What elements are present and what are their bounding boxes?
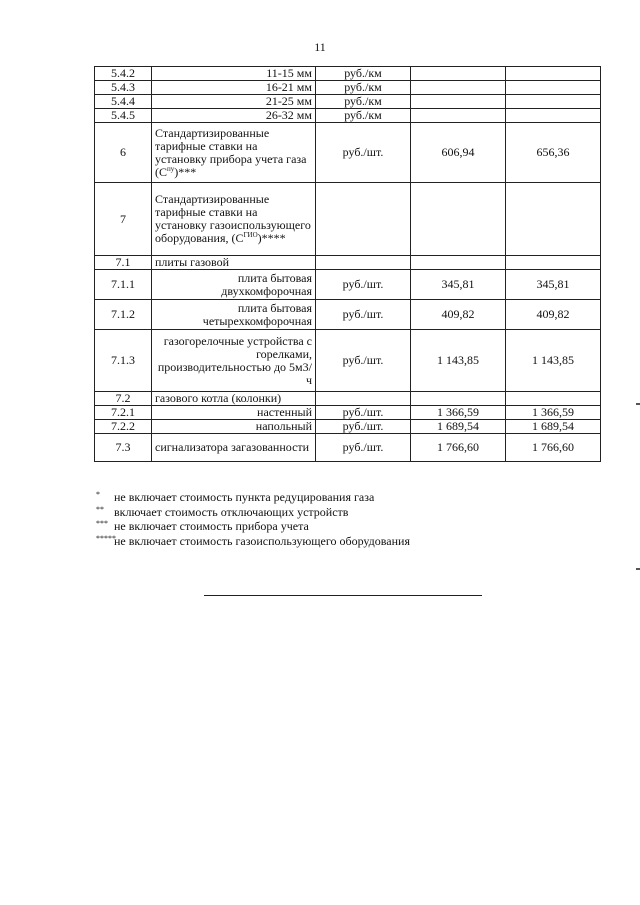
row-value-1: 1 366,59 <box>411 406 506 420</box>
row-value-1: 1 689,54 <box>411 420 506 434</box>
row-value-2: 409,82 <box>506 300 601 330</box>
row-value-1 <box>411 183 506 256</box>
row-value-2 <box>506 109 601 123</box>
row-value-2: 1 766,60 <box>506 434 601 462</box>
row-value-1: 606,94 <box>411 123 506 183</box>
row-name: настенный <box>152 406 316 420</box>
row-number: 7.2.1 <box>95 406 152 420</box>
row-value-1: 345,81 <box>411 270 506 300</box>
row-value-2 <box>506 67 601 81</box>
row-value-2 <box>506 392 601 406</box>
footnote-mark: ** <box>96 504 104 514</box>
row-name-text: Стандартизированные тарифные ставки на установку прибора учета газа (С <box>155 125 307 179</box>
row-name-suffix: )**** <box>257 231 286 245</box>
row-name: напольный <box>152 420 316 434</box>
row-unit: руб./км <box>316 67 411 81</box>
row-value-2 <box>506 95 601 109</box>
row-unit: руб./шт. <box>316 330 411 392</box>
row-unit: руб./км <box>316 95 411 109</box>
row-unit <box>316 392 411 406</box>
table-row <box>95 183 601 256</box>
row-name-text: Стандартизированные тарифные ставки на установку газоиспользующего оборудования, (С <box>155 192 311 245</box>
row-number: 7.1.2 <box>95 300 152 330</box>
table-row <box>95 81 601 95</box>
table-row <box>95 406 601 420</box>
row-number: 6 <box>95 123 152 183</box>
row-name-superscript: пу <box>167 164 175 173</box>
row-name: плита бытовая двухкомфорочная <box>152 270 316 300</box>
row-value-2 <box>506 81 601 95</box>
table-row <box>95 109 601 123</box>
row-value-2: 1 366,59 <box>506 406 601 420</box>
row-value-1 <box>411 392 506 406</box>
table-row <box>95 330 601 392</box>
row-value-1 <box>411 256 506 270</box>
row-value-2: 1 689,54 <box>506 420 601 434</box>
row-name: плиты газовой <box>152 256 316 270</box>
row-unit: руб./шт. <box>316 270 411 300</box>
page-number: 11 <box>314 40 326 54</box>
footnote-mark: * <box>96 490 100 499</box>
row-unit <box>316 256 411 270</box>
row-value-1 <box>411 95 506 109</box>
tariff-table <box>94 66 601 462</box>
table-row <box>95 123 601 183</box>
row-name <box>152 123 316 183</box>
row-number: 5.4.4 <box>95 95 152 109</box>
table-row <box>95 270 601 300</box>
row-value-1: 1 766,60 <box>411 434 506 462</box>
row-name: газового котла (колонки) <box>152 392 316 406</box>
footnote-text: не включает стоимость пункта редуцирования газа <box>114 490 375 504</box>
row-unit: руб./шт. <box>316 123 411 183</box>
scan-edge-mark <box>636 568 640 570</box>
row-unit: руб./км <box>316 81 411 95</box>
row-number: 5.4.3 <box>95 81 152 95</box>
row-value-2 <box>506 256 601 270</box>
row-value-1: 1 143,85 <box>411 330 506 392</box>
table-row <box>95 434 601 462</box>
row-number: 7.2 <box>95 392 152 406</box>
footnote-text: не включает стоимость прибора учета <box>114 519 309 533</box>
row-value-1 <box>411 81 506 95</box>
row-name <box>152 183 316 256</box>
table-row <box>95 392 601 406</box>
footnote <box>96 534 410 549</box>
table-row <box>95 67 601 81</box>
row-name: газогорелочные устройства с горелками, производительностью до 5м3/ч <box>152 330 316 392</box>
row-value-2: 656,36 <box>506 123 601 183</box>
table-row <box>95 300 601 330</box>
row-unit: руб./км <box>316 109 411 123</box>
row-unit: руб./шт. <box>316 434 411 462</box>
row-value-1: 409,82 <box>411 300 506 330</box>
table-row <box>95 95 601 109</box>
row-value-2: 1 143,85 <box>506 330 601 392</box>
row-unit: руб./шт. <box>316 406 411 420</box>
footnote-text: включает стоимость отключающих устройств <box>114 504 349 519</box>
row-name: сигнализатора загазованности <box>152 434 316 462</box>
row-number: 7.1.3 <box>95 330 152 392</box>
row-name: 26-32 мм <box>152 109 316 123</box>
row-value-1 <box>411 67 506 81</box>
row-number: 7.3 <box>95 434 152 462</box>
row-name: 16-21 мм <box>152 81 316 95</box>
footnotes <box>96 490 410 548</box>
row-value-2 <box>506 183 601 256</box>
footnote-mark: ***** <box>96 533 116 543</box>
row-name-suffix: )*** <box>174 164 197 179</box>
row-value-1 <box>411 109 506 123</box>
row-number: 5.4.5 <box>95 109 152 123</box>
row-number: 5.4.2 <box>95 67 152 81</box>
footnote <box>96 519 410 534</box>
closing-rule <box>204 595 482 596</box>
row-number: 7.1 <box>95 256 152 270</box>
footnote-mark: *** <box>96 519 108 528</box>
row-number: 7 <box>95 183 152 256</box>
row-name: плита бытовая четырехкомфорочная <box>152 300 316 330</box>
row-value-2: 345,81 <box>506 270 601 300</box>
footnote-text: не включает стоимость газоиспользующего оборудования <box>114 533 410 548</box>
row-number: 7.1.1 <box>95 270 152 300</box>
row-name: 11-15 мм <box>152 67 316 81</box>
scan-edge-mark <box>636 403 640 405</box>
footnote <box>96 505 410 520</box>
row-number: 7.2.2 <box>95 420 152 434</box>
table-row <box>95 256 601 270</box>
row-name-superscript: ГИО <box>243 231 258 239</box>
row-name: 21-25 мм <box>152 95 316 109</box>
footnote <box>96 490 410 505</box>
row-unit: руб./шт. <box>316 420 411 434</box>
row-unit <box>316 183 411 256</box>
row-unit: руб./шт. <box>316 300 411 330</box>
table-row <box>95 420 601 434</box>
